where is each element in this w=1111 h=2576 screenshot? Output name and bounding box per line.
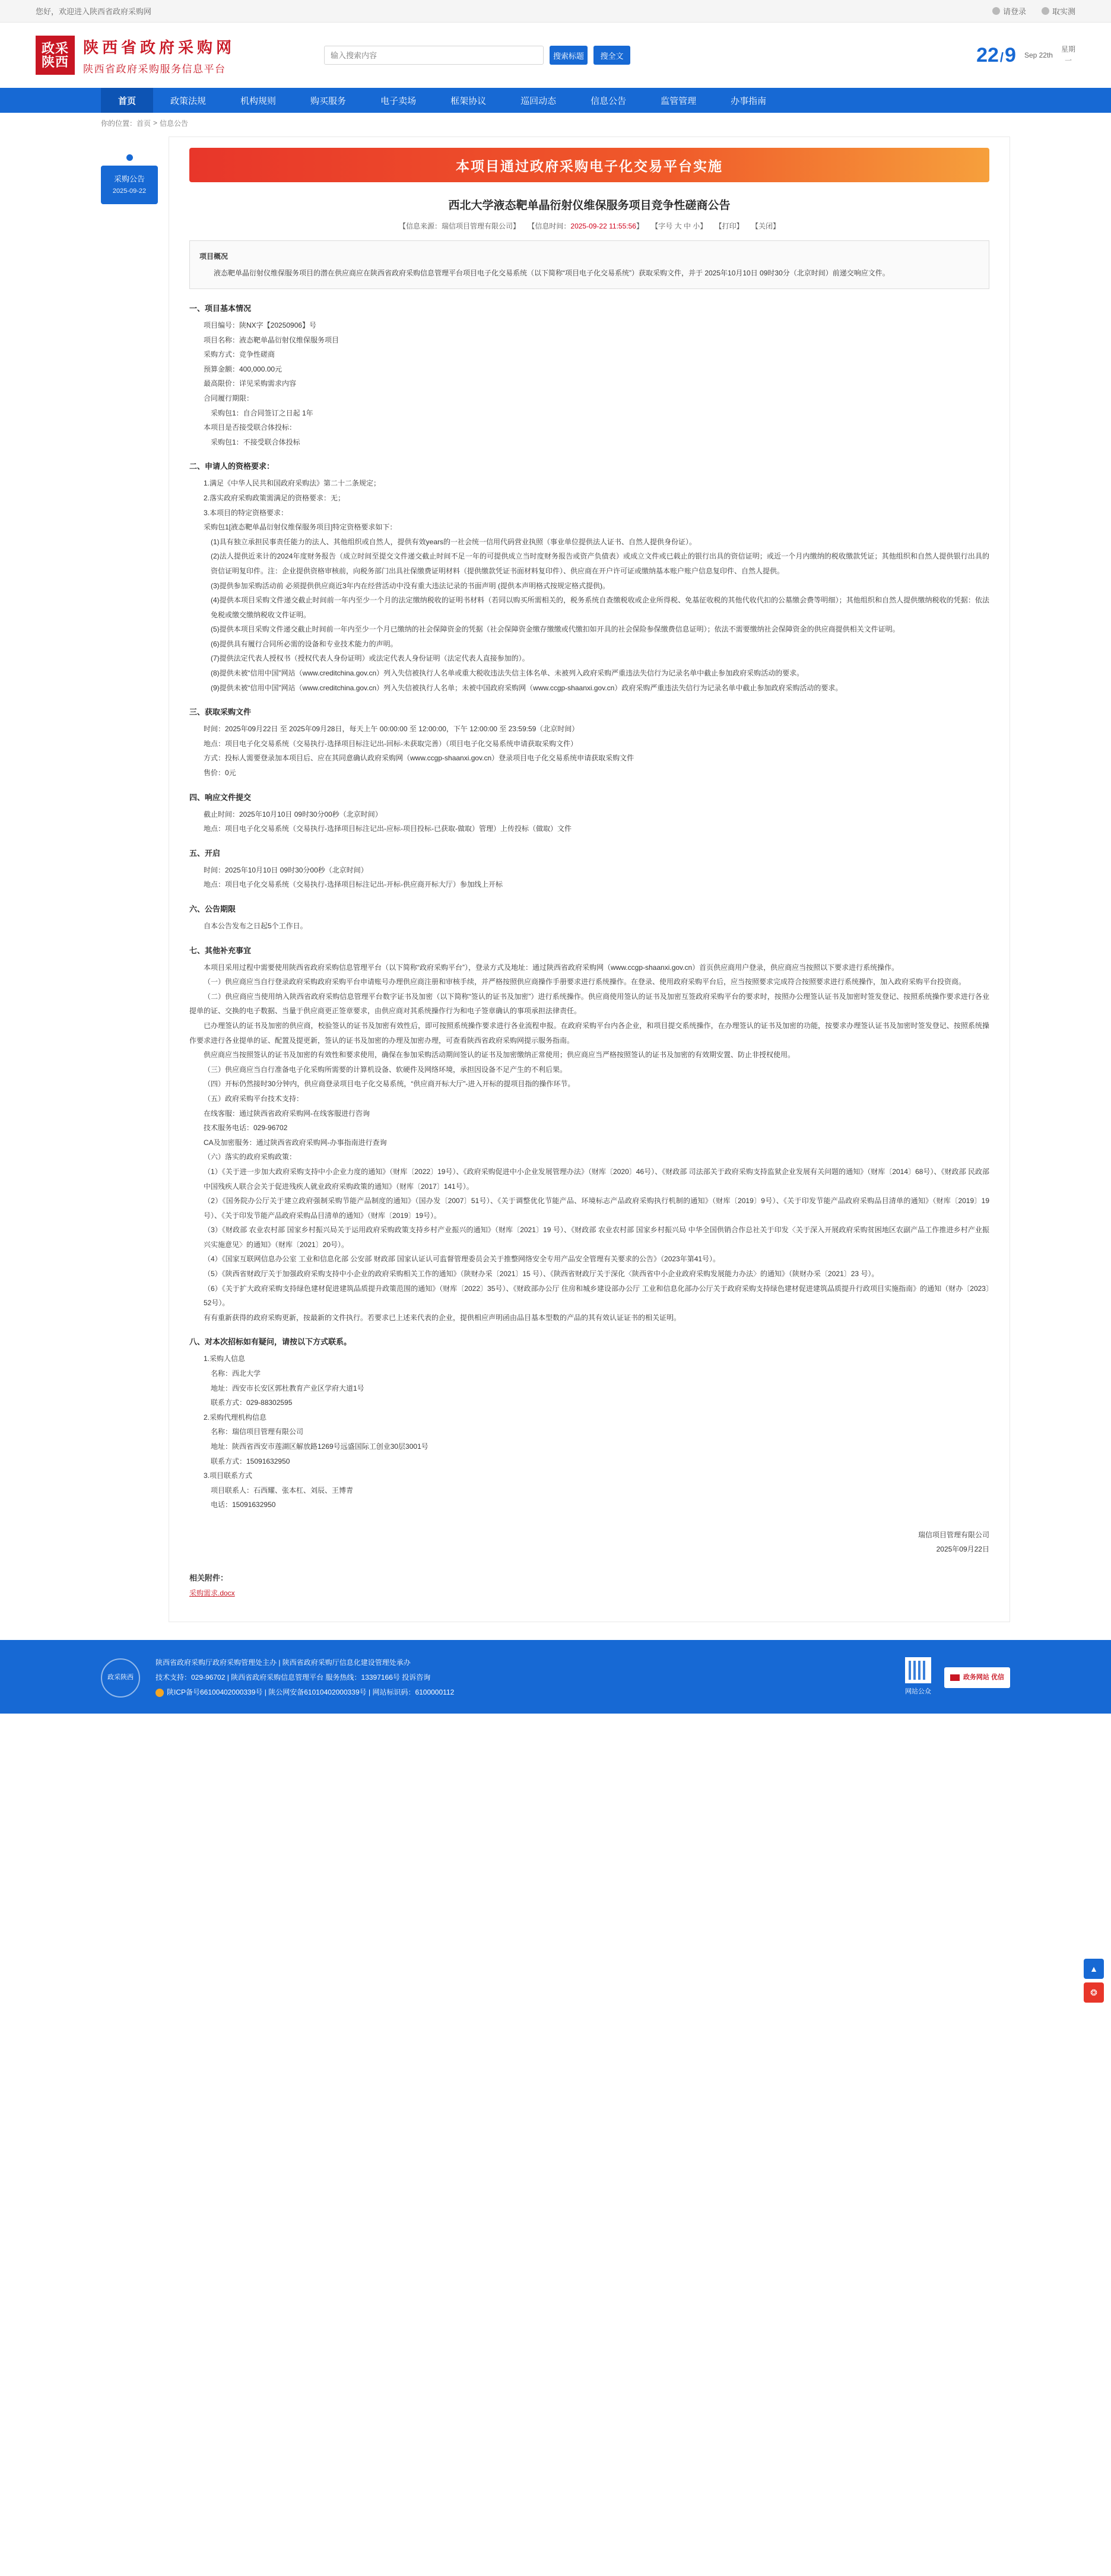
section-2-line-6: (2)法人提供近来计的2024年度财务报告（成立时间至提交文件递交截止时间不足一年的可提供成立当时度财务报告或资产负债表）或成立文件或已载止的银行出具的资信证明；或近一个月内缴纳的税收缴款凭证；其他组织和自然人提供银行出具的资信证明复印件。注：企业提供资格审核前，向税务部门出具社保缴费证明材料（提供缴款凭证书面材料复印件）、供应商在开户许可证或缴纳基本账户账户信息复印件、自然人提供。 bbox=[211, 552, 989, 575]
project-overview-box bbox=[189, 240, 989, 289]
site-header bbox=[0, 23, 1111, 88]
section-7-line-4: 已办理签认的证书及加密的供应商，校验签认的证书及加密有效性后，即可按照系统操作要求进行各业流程申报。在政府采购平台内各企业，和项目提交系统操作，在办理签认的证书及加密的功能，按要求办理签认证书及加密时签发登记、按照系统操作要求进行各业提单的证、配置及提更新，签认的证书及加密的办理及加密办理，可查看陕西省政府采购网提示服务指南。 bbox=[189, 1021, 989, 1045]
breadcrumb-item-home[interactable]: 首页 bbox=[137, 119, 151, 128]
nav-item-institution[interactable]: 机构规则 bbox=[240, 96, 277, 106]
section-3-line-1: 时间：2025年09月22日 至 2025年09月28日，每天上午 00:00:00 至 12:00:00，下午 12:00:00 至 23:59:59（北京时间） bbox=[204, 725, 579, 734]
sidebar bbox=[101, 137, 158, 204]
section-heading-6: 六、公告期限 bbox=[189, 905, 236, 913]
section-1-line-3: 采购方式：竞争性磋商 bbox=[204, 350, 275, 359]
section-4-line-2: 地点：项目电子化交易系统（交易执行-选择项目标注记出-应标-项目投标-已获取-做取）管理）上传投标（做取）文件 bbox=[204, 824, 572, 833]
section-8-line-6: 名称：瑞信项目管理有限公司 bbox=[211, 1427, 304, 1436]
shield-icon bbox=[155, 1689, 164, 1697]
search-input[interactable] bbox=[324, 46, 544, 65]
site-logo[interactable] bbox=[36, 36, 235, 75]
meta-close[interactable]: 【关闭】 bbox=[751, 222, 780, 230]
date-month: 9 bbox=[1005, 43, 1016, 66]
section-8-line-8: 联系方式：15091632950 bbox=[211, 1457, 290, 1465]
section-1-line-5: 最高限价：详见采购需求内容 bbox=[204, 379, 297, 388]
section-2-line-5: (1)具有独立承担民事责任能力的法人、其他组织或自然人，提供有效years的一社会统一信用代码营业执照（事业单位提供法人证书、自然人提供身份证）。 bbox=[211, 537, 697, 546]
document-meta: 【信息来源：瑞信项目管理有限公司】 【信息时间：2025-09-22 11:55:56】 【字号 大 中 小】 【打印】 【关闭】 bbox=[398, 222, 780, 230]
nav-item-policy[interactable]: 政策法规 bbox=[170, 96, 207, 106]
section-1-line-4: 预算金额：400,000.00元 bbox=[204, 364, 282, 373]
section-2-line-11: (7)提供法定代表人授权书（授权代表人身份证明）或法定代表人身份证明（法定代表人直接参加的）。 bbox=[211, 654, 529, 663]
section-3-line-3: 方式：投标人需要登录加本项目后、应在其同意确认政府采购网（www.ccgp-shaanxi.gov.cn）登录项目电子化交易系统申请获取采购文件 bbox=[204, 754, 634, 763]
date-sub: Sep 22th bbox=[1024, 50, 1053, 59]
nav-item-news[interactable]: 巡回动态 bbox=[520, 96, 557, 106]
section-7-line-11: CA及加密服务：通过陕西省政府采购网-办事指南进行查询 bbox=[204, 1138, 387, 1147]
section-2-line-13: (9)提供未被“信用中国”网站（www.creditchina.gov.cn）列入失信被执行人名单；未被中国政府采购网（www.ccgp-shaanxi.gov.cn）政府采购严重违法失信行为记录名单中截止参加政府采购活动的要求。 bbox=[211, 683, 843, 692]
section-7-line-16: （4）《国家互联网信息办公室 工业和信息化部 公安部 财政部 国家认证认可监督管理委员会关于推整网络安全专用产品安全管理有关要求的公告》（2023年第41号）。 bbox=[204, 1255, 720, 1264]
topbar-greeting: 您好，欢迎进入陕西省政府采购网 bbox=[36, 7, 152, 16]
top-icon[interactable]: ▲ bbox=[1084, 1959, 1104, 1979]
gov-badge-label: 政务网站 优信 bbox=[963, 1674, 1004, 1682]
section-heading-1: 一、项目基本情况 bbox=[189, 304, 252, 313]
flag-icon bbox=[950, 1674, 960, 1681]
meta-time: 2025-09-22 11:55:56 bbox=[570, 222, 636, 230]
nav-item-emall[interactable]: 电子卖场 bbox=[380, 96, 417, 106]
breadcrumb-separator: > bbox=[153, 119, 158, 127]
section-2-line-8: (4)提供本项目采购文件递交截止时间前一年内至少一个月的法定缴纳税收的证明书材料（若同以购买所需相关的，税务系统自查缴税收或企业所得税、免基征收税的其他代收代扣的公墓缴会费等明细）；其他组织和自然人提供缴纳税收的凭据：依法免税或缴交缴纳税收文件证明。 bbox=[211, 596, 989, 619]
mail-label: 取实测 bbox=[1052, 7, 1075, 16]
section-7-line-7: （四）开标仍然接时30分钟内，供应商登录项目电子化交易系统，“供应商开标大厅”-进入开标的提项目指的操作环节。 bbox=[204, 1080, 575, 1089]
logo-mark-icon: 政采陕西 bbox=[36, 36, 75, 75]
section-5-line-1: 时间：2025年10月10日 09时30分00秒（北京时间） bbox=[204, 865, 368, 874]
nav-item-supervision[interactable]: 监管管理 bbox=[661, 96, 697, 106]
attachments-heading: 相关附件： bbox=[189, 1573, 228, 1582]
section-7-line-13: （1）《关于进一步加大政府采购支持中小企业力度的通知》（财库〔2022〕19号）、《政府采购促进中小企业发展管理办法》（财库〔2020〕46号）、《财政部 司法部关于政府采购支持监狱企业发展有关问题的通知》（财库〔2014〕68号）、《财政部 民政部 中国残疾人联合会关于促进残疾人就业政府采购政策的通知》（财库〔2017〕141号）。 bbox=[204, 1167, 989, 1191]
section-7-line-2: （一）供应商应当自行登录政府采购政府采购平台申请账号办理供应商注册和审核手续，并严格按照供应商操作手册要求进行系统操作。在登录、使用政府采购平台后，应当按照要求完成符合按照要求进行系统操作，加入政府采购平台投资商。 bbox=[204, 978, 966, 986]
section-3-line-4: 售价：0元 bbox=[204, 769, 236, 778]
search-fulltext-button[interactable]: 搜全文 bbox=[593, 46, 630, 65]
section-8-line-2: 名称：西北大学 bbox=[211, 1369, 261, 1378]
date-day: 22 bbox=[976, 43, 999, 66]
mail-link[interactable] bbox=[1042, 5, 1075, 17]
section-8-line-5: 2.采购代理机构信息 bbox=[204, 1413, 267, 1422]
page-title: 西北大学液态靶单晶衍射仪维保服务项目竞争性磋商公告 bbox=[448, 199, 731, 212]
project-overview-text: 液态靶单晶衍射仪维保服务项目的潜在供应商应在陕西省政府采购信息管理平台项目电子化交易系统（以下简称“项目电子化交易系统”）获取采购文件，并于 2025年10月10日 09时30分（北京时间）前递交响应文件。 bbox=[214, 269, 890, 277]
meta-source: 瑞信项目管理有限公司 bbox=[441, 222, 513, 230]
section-2-line-4: 采购包1[液态靶单晶衍射仪维保服务项目]特定资格要求如下： bbox=[204, 523, 397, 532]
section-6-line-1: 自本公告发布之日起5个工作日。 bbox=[204, 922, 307, 930]
section-7-line-18: （6）《关于扩大政府采购支持绿色建材促进建筑品质提升政策范围的通知》（财库〔2022〕35号）、《财政部办公厅 住房和城乡建设部办公厅 工业和信息化部办公厅关于政府采购支持绿色建材促进建筑品质提升行政项目实施指南》的通知（财办〔2023〕52号）。 bbox=[204, 1284, 989, 1308]
section-2-line-3: 3.本项目的特定资格要求： bbox=[204, 508, 288, 517]
breadcrumb-item-announcements[interactable]: 信息公告 bbox=[160, 119, 189, 128]
attachment-link[interactable]: 采购需求.docx bbox=[189, 1588, 235, 1597]
meta-print[interactable]: 【打印】 bbox=[715, 222, 744, 230]
qr-label: 网站公众 bbox=[904, 1687, 931, 1695]
section-heading-8: 八、对本次招标如有疑问，请按以下方式联系。 bbox=[189, 1337, 352, 1347]
footer-seal-icon: 政采陕西 bbox=[101, 1658, 140, 1698]
meta-fontsize[interactable]: 【字号 大 中 小】 bbox=[651, 222, 707, 230]
section-1-line-2: 项目名称：液态靶单晶衍射仪维保服务项目 bbox=[204, 335, 339, 344]
section-7-line-12: （六）落实的政府采购政策： bbox=[204, 1153, 297, 1162]
section-7-line-19: 有有重新获得的政府采购更新，按最新的文件执行。若要求已上述来代表的企业，提供相应声明函由品目基本型数的产品的其有效认证证书的相关证明。 bbox=[204, 1313, 681, 1322]
site-footer bbox=[0, 1640, 1111, 1714]
footer-line2: 技术支持：029-96702 | 陕西省政府采购信息管理平台 服务热线：13397166号 投诉咨询 bbox=[155, 1673, 431, 1682]
main-nav bbox=[0, 88, 1111, 113]
mail-icon bbox=[1042, 7, 1049, 15]
section-2-line-10: (6)提供具有履行合同所必需的设备和专业技术能力的声明。 bbox=[211, 639, 398, 648]
login-link[interactable] bbox=[992, 5, 1026, 17]
section-2-line-1: 1.满足《中华人民共和国政府采购法》第二十二条规定； bbox=[204, 479, 381, 488]
project-overview-title: 项目概况 bbox=[199, 252, 228, 261]
sidebar-dot-icon bbox=[126, 154, 133, 161]
signature-org: 瑞信项目管理有限公司 bbox=[918, 1530, 989, 1539]
section-7-line-1: 本项目采用过程中需要使用陕西省政府采购信息管理平台（以下简称“政府采购平台”），登录方式及地址：通过陕西省政府采购网（www.ccgp-shaanxi.gov.cn）首页供应商用户登录，供应商应当按照以下要求进行系统操作。 bbox=[204, 963, 899, 972]
logo-line2: 陕西省政府采购服务信息平台 bbox=[83, 63, 226, 75]
section-3-line-2: 地点：项目电子化交易系统（交易执行-选择项目标注记出-回标-未获取完善）（项目电子化交易系统申请获取采购文件） bbox=[204, 739, 577, 748]
sidebar-category-title: 采购公告 bbox=[113, 175, 145, 183]
nav-item-purchase-service[interactable]: 购买服务 bbox=[310, 96, 347, 106]
date-week-value: 一 bbox=[1064, 56, 1072, 65]
float-toolbar bbox=[1084, 1959, 1104, 2006]
announcement-banner: 本项目通过政府采购电子化交易平台实施 bbox=[189, 148, 989, 182]
section-7-line-6: （三）供应商应当自行准备电子化采购所需要的计算机设备、软硬件及网络环境，承担因设备不足产生的不利后果。 bbox=[204, 1065, 567, 1074]
nav-item-announcements[interactable]: 信息公告 bbox=[591, 96, 627, 106]
nav-item-guide[interactable]: 办事指南 bbox=[731, 96, 767, 106]
meta-source-label: 信息来源： bbox=[405, 222, 442, 230]
section-1-line-8: 本项目是否接受联合体投标： bbox=[204, 423, 297, 432]
breadcrumb-prefix: 你的位置： bbox=[101, 119, 137, 128]
section-heading-2: 二、申请人的资格要求： bbox=[189, 462, 275, 471]
section-7-line-3: （二）供应商应当使用纳入陕西省政府采购信息管理平台数字证书及加密（以下简称“签认的证书及加密”）进行系统操作。供应商使用签认的证书及加密互签政府采购平台的要求时，按照办公理签认证书及加密时签发登记、按照系统操作要求进行各业提单的证、交换的电子数据、当量于供应商更正签章要求，由供应商对其系统操作行为和电子签章确认的事项承担法律责任。 bbox=[189, 992, 989, 1016]
section-1-line-1: 项目编号：陕NX字【20250906】号 bbox=[204, 321, 317, 329]
section-8-line-3: 地址：西安市长安区郭杜教育产业区学府大道1号 bbox=[211, 1384, 364, 1392]
search-area bbox=[324, 46, 630, 65]
qr-code-icon bbox=[905, 1657, 931, 1683]
section-2-line-9: (5)提供本项目采购文件递交截止时间前一年内至少一个月已缴纳的社会保障资金的凭据（社会保障资金缴存缴缴或代缴扣如开具的社会保险参保缴费信息证明）；依法不需要缴纳社会保障资金的供应商提供相关文件证明。 bbox=[211, 625, 900, 634]
search-title-button[interactable]: 搜索标题 bbox=[550, 46, 588, 65]
nav-item-home[interactable]: 首页 bbox=[101, 88, 153, 113]
section-7-line-10: 技术服务电话：029-96702 bbox=[204, 1124, 288, 1132]
meta-time-label: 信息时间： bbox=[535, 222, 571, 230]
section-1-line-6: 合同履行期限： bbox=[204, 394, 254, 402]
footer-icp: 陕ICP备号66100402000339号 | 陕公网安备61010402000339号 | 网站标识码：6100000112 bbox=[167, 1688, 455, 1697]
section-5-line-2: 地点：项目电子化交易系统（交易执行-选择项目标注记出-开标-供应商开标大厅）参加线上开标 bbox=[204, 880, 503, 889]
breadcrumb bbox=[0, 113, 1111, 133]
section-2-line-7: (3)提供参加采购活动前 必须提供供应商近3年内在经营活动中没有重大违法记录的书面声明 (提供本声明格式按规定格式提供)。 bbox=[211, 581, 610, 590]
date-widget bbox=[976, 44, 1075, 67]
section-2-line-2: 2.落实政府采购政策需满足的资格要求：无； bbox=[204, 493, 345, 502]
section-1-line-9: 采购包1：不接受联合体投标 bbox=[211, 437, 300, 446]
section-7-line-5: 供应商应当按照签认的证书及加密的有效性和要求使用，确保在参加采购活动期间签认的证书及加密缴纳正常使用；供应商应当严格按照签认的证书及加密的有效期安置、防止非授权使用。 bbox=[204, 1051, 795, 1059]
date-week-label: 星期 bbox=[1061, 45, 1075, 54]
section-8-line-4: 联系方式：029-88302595 bbox=[211, 1398, 293, 1407]
section-2-line-12: (8)提供未被“信用中国”网站（www.creditchina.gov.cn）列入失信被执行人名单或重大税收违法失信主体名单、未被列入政府采购严重违法失信行为记录名单中截止参加政府采购活动的要求。 bbox=[211, 669, 804, 678]
section-heading-4: 四、响应文件提交 bbox=[189, 792, 252, 802]
section-heading-3: 三、获取采购文件 bbox=[189, 708, 252, 717]
user-icon bbox=[992, 7, 1000, 15]
login-label: 请登录 bbox=[1002, 7, 1026, 16]
nav-item-framework[interactable]: 框架协议 bbox=[450, 96, 487, 106]
section-8-line-1: 1.采购人信息 bbox=[204, 1354, 246, 1363]
service-icon[interactable]: ❂ bbox=[1084, 1982, 1104, 2003]
section-7-line-15: （3）《财政部 农业农村部 国家乡村振兴局关于运用政府采购政策支持乡村产业振兴的通知》（财库〔2021〕19 号）、《财政部 农业农村部 国家乡村振兴局 中华全国供销合作总社关于印发〈关于深入开展政府采购贫困地区农副产品工作推进乡村产业振兴实施意见〉的通知》（财库〔2021〕20号）。 bbox=[204, 1226, 989, 1249]
section-7-line-14: （2）《国务院办公厅关于建立政府强制采购节能产品制度的通知》（国办发〔2007〕51号）、《关于调整优化节能产品、环境标志产品政府采购执行机制的通知》（财库〔2019〕9号）、《关于印发节能产品政府采购品目清单的通知》（财库〔2019〕19号）、《关于印发节能产品政府采购品目清单的通知》（财库〔2019〕19号）。 bbox=[204, 1197, 989, 1220]
topbar bbox=[0, 0, 1111, 23]
date-slash: / bbox=[999, 49, 1004, 65]
section-8-line-11: 电话：15091632950 bbox=[211, 1500, 276, 1509]
sidebar-category-card[interactable] bbox=[101, 166, 158, 204]
section-4-line-1: 截止时间：2025年10月10日 09时30分00秒（北京时间） bbox=[204, 810, 382, 819]
signature-date: 2025年09月22日 bbox=[936, 1544, 989, 1553]
logo-line1: 陕西省政府采购网 bbox=[83, 39, 236, 56]
section-7-line-17: （5）《陕西省财政厅关于加强政府采购支持中小企业的政府采购相关工作的通知》（陕财办采〔2021〕15 号）、《陕西省财政厅关于深化〈陕西省中小企业政府采购发展能力办法〉的通知》（陕财办采〔2021〕23 号）。 bbox=[204, 1270, 879, 1279]
section-7-line-9: 在线客服：通过陕西省政府采购网-在线客服进行咨询 bbox=[204, 1109, 370, 1118]
sidebar-category-date: 2025-09-22 bbox=[112, 188, 147, 195]
section-7-line-8: （五）政府采购平台技术支持： bbox=[204, 1094, 304, 1103]
gov-website-badge[interactable] bbox=[944, 1667, 1010, 1688]
document-content bbox=[169, 137, 1010, 1622]
section-8-line-10: 项目联系人：石西耀、张本杠、刘辰、王博青 bbox=[211, 1486, 354, 1495]
section-heading-5: 五、开启 bbox=[189, 848, 221, 858]
footer-line1: 陕西省政府采购厅政府采购管理处主办 | 陕西省政府采购厅信息化建设管理处承办 bbox=[155, 1658, 411, 1667]
section-1-line-7: 采购包1：自合同签订之日起 1年 bbox=[211, 408, 313, 417]
section-heading-7: 七、其他补充事宜 bbox=[189, 946, 252, 955]
section-8-line-7: 地址：陕西省西安市莲湖区解放路1269号远盛国际工创业30层3001号 bbox=[211, 1442, 428, 1451]
section-8-line-9: 3.项目联系方式 bbox=[204, 1471, 253, 1480]
